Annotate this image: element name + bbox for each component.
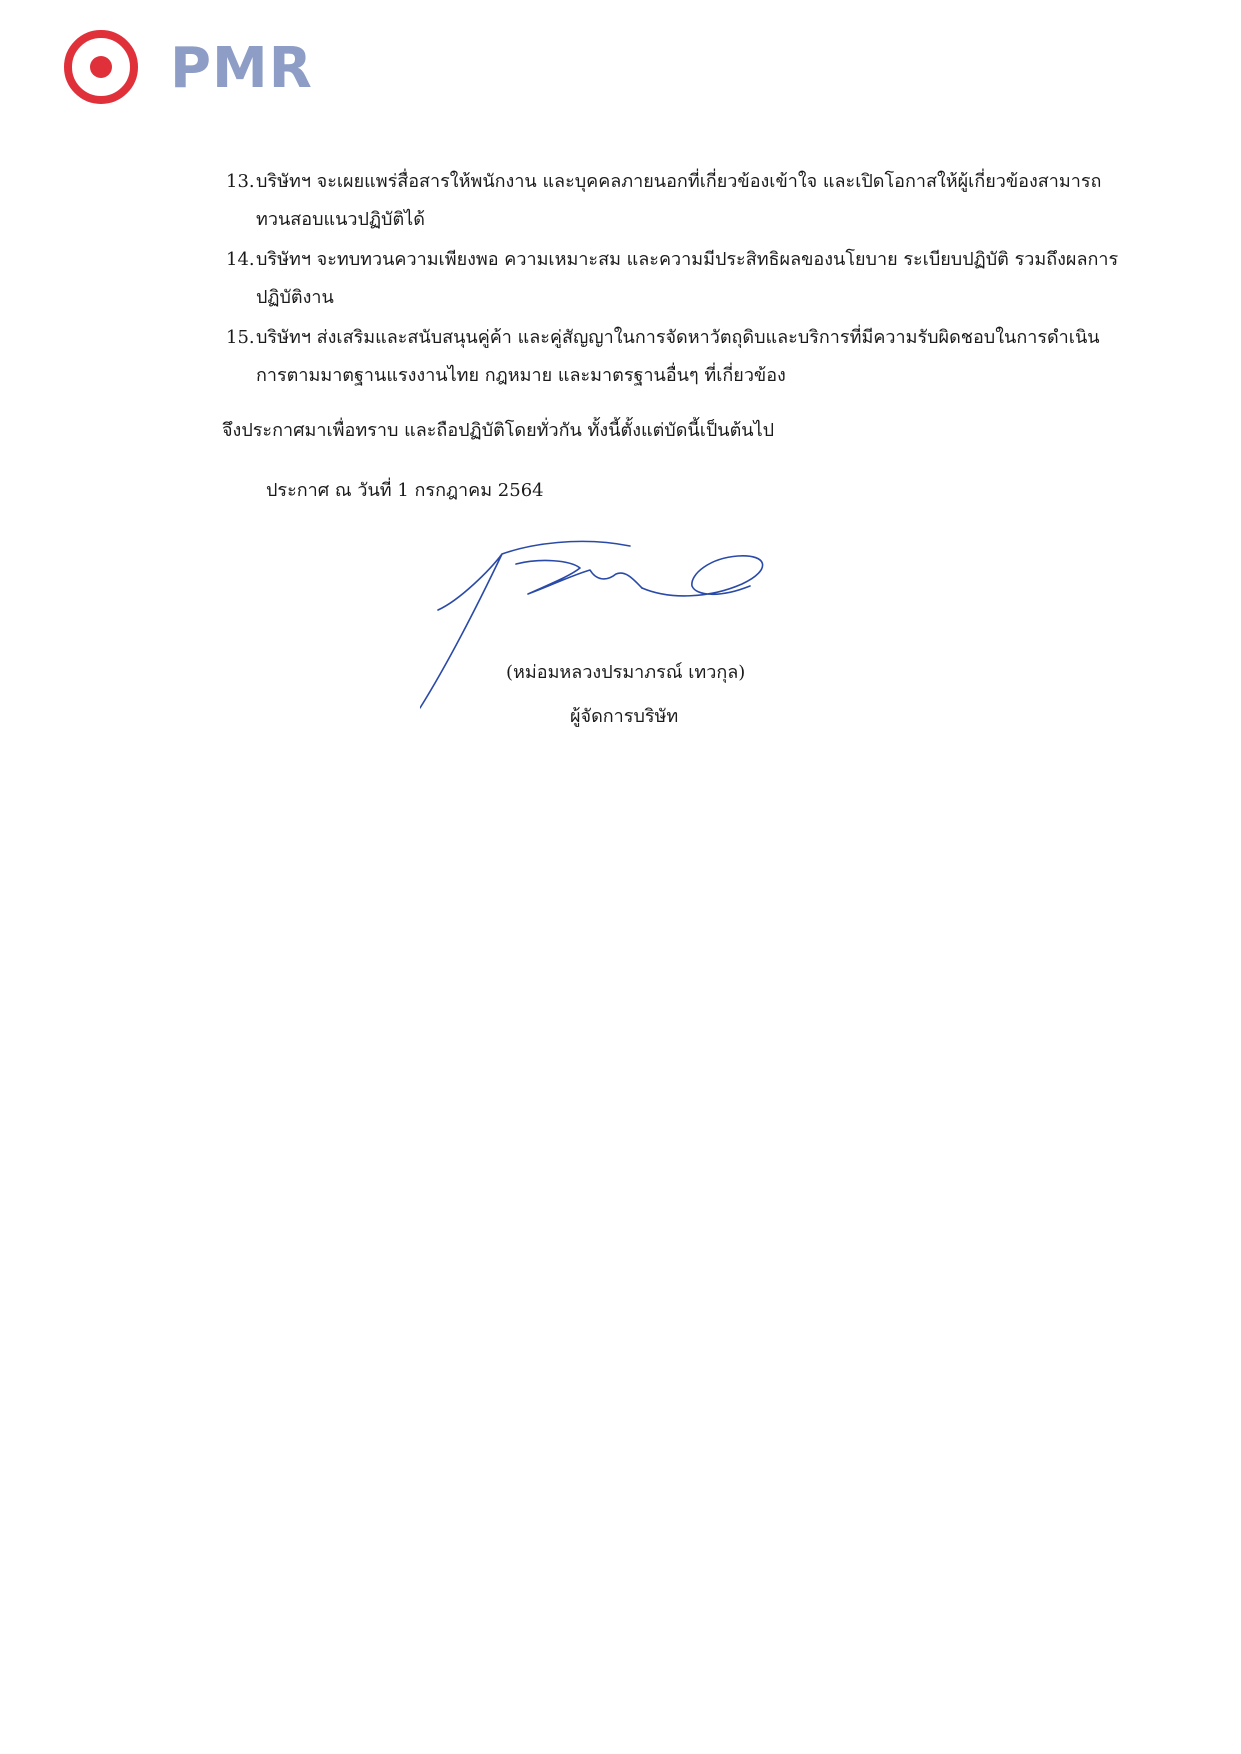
list-item [226, 319, 1126, 395]
company-logo [64, 30, 364, 120]
item-number: 15. [226, 327, 255, 348]
logo-dot-icon [90, 56, 112, 78]
closing-statement: จึงประกาศมาเพื่อทราบ และถือปฏิบัติโดยทั่วกัน ทั้งนี้ตั้งแต่บัดนี้เป็นต้นไป [222, 420, 775, 441]
announcement-date: ประกาศ ณ วันที่ 1 กรกฎาคม 2564 [266, 480, 544, 501]
policy-list [226, 163, 1126, 397]
list-item [226, 241, 1126, 317]
item-text: บริษัทฯ จะเผยแพร่สื่อสารให้พนักงาน และบุคคลภายนอกที่เกี่ยวข้องเข้าใจ และเปิดโอกาสให้ผู้เกี่ยวข้องสามารถทวนสอบแนวปฏิบัติได้ [256, 171, 1102, 230]
signer-title: ผู้จัดการบริษัท [570, 706, 679, 727]
item-text: บริษัทฯ จะทบทวนความเพียงพอ ความเหมาะสม และความมีประสิทธิผลของนโยบาย ระเบียบปฏิบัติ รวมถึงผลการปฏิบัติงาน [256, 249, 1119, 308]
item-text: บริษัทฯ ส่งเสริมและสนับสนุนคู่ค้า และคู่สัญญาในการจัดหาวัตถุดิบและบริการที่มีความรับผิดชอบในการดำเนินการตามมาตฐานแรงงานไทย กฎหมาย และมาตรฐานอื่นๆ ที่เกี่ยวข้อง [256, 327, 1100, 386]
list-item [226, 163, 1126, 239]
signer-name: (หม่อมหลวงปรมาภรณ์ เทวกุล) [506, 662, 746, 683]
item-number: 13. [226, 171, 255, 192]
item-number: 14. [226, 249, 255, 270]
logo-text: PMR [170, 36, 313, 101]
